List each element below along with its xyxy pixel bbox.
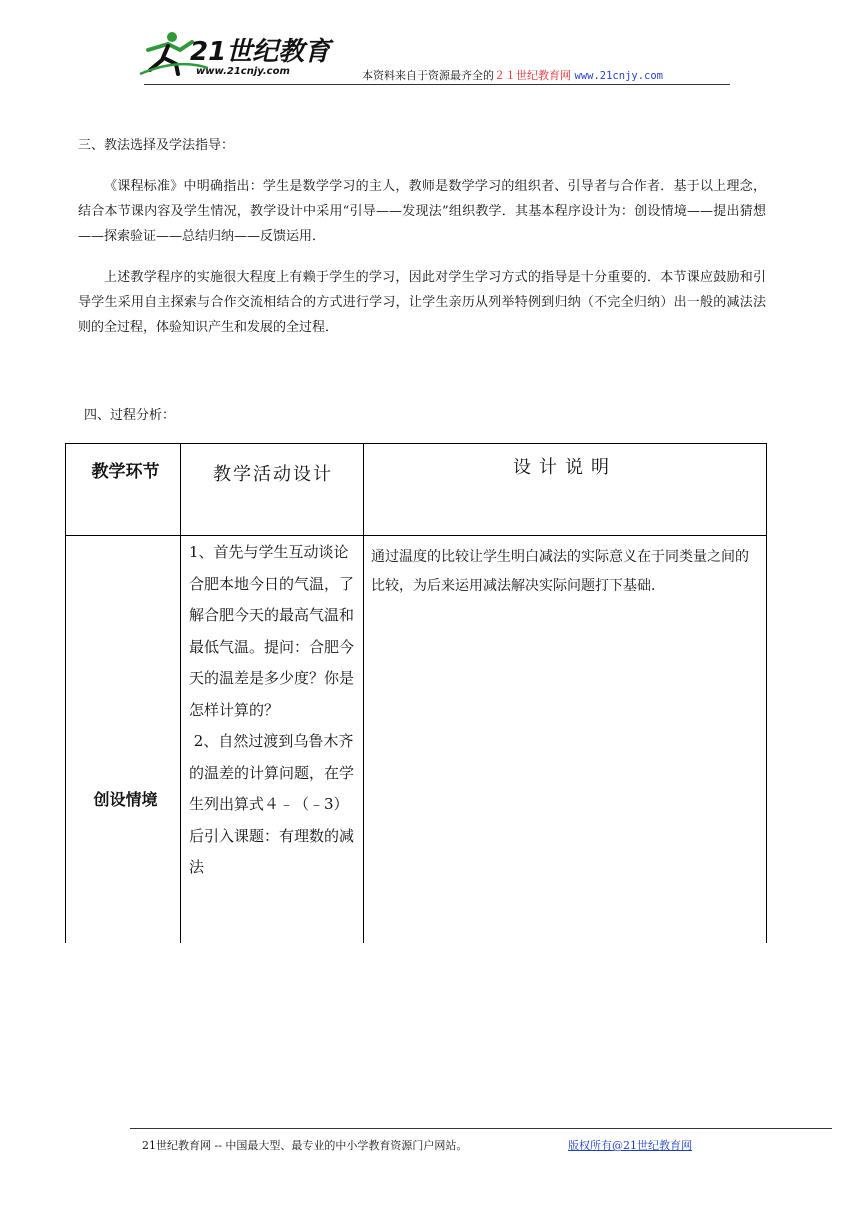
table-header-divider [65,535,767,536]
header-activity: 教学活动设计 [213,464,333,485]
table-divider-1 [180,443,181,943]
section-three-title: 三、教法选择及学法指导： [78,138,235,153]
table-border-right [766,443,767,943]
header-note-url[interactable]: www.21cnjy.com [574,70,664,82]
footer-left-text: 21世纪教育网 -- 中国最大型、最专业的中小学教育资源门户网站。 [142,1139,468,1152]
footer-copyright-link[interactable]: 版权所有@21世纪教育网 [568,1139,692,1152]
logo-mark-text: 21世纪教育 [190,37,331,67]
paragraph-2-text: 上述教学程序的实施很大程度上有赖于学生的学习，因此对学生学习方式的指导是十分重要的．本节课应鼓励和引导学生采用自主探索与合作交流相结合的方式进行学习，让学生亲历从列举特例到归纳（不完全归纳）出一般的减法法则的全过程，体验知识产生和发展的全过程． [78,270,766,335]
activity-item-2: 2、自然过渡到乌鲁木齐的温差的计算问题，在学生列出算式４﹣（﹣3）后引入课题：有理数的减法 [189,732,355,876]
header-rule [144,84,730,85]
paragraph-1 [78,174,766,249]
site-logo [138,28,338,80]
paragraph-1-text: 《课程标准》中明确指出：学生是数学学习的主人，教师是数学学习的组织者、引导者与合作者．基于以上理念，结合本节课内容及学生情况，教学设计中采用“引导——发现法”组织教学．其基本程序设计为：创设情境——提出猜想——探索验证——总结归纳——反馈运用． [78,179,766,244]
row-stage: 创设情境 [93,790,158,809]
process-table [65,443,767,943]
activity-item-1: 1、首先与学生互动谈论合肥本地今日的气温，了解合肥今天的最高气温和最低气温。提问：合肥今天的温差是多少度？你是怎样计算的？ [189,543,355,719]
table-divider-2 [363,443,364,943]
header-note-highlight: ２１世纪教育网 [494,69,571,82]
header-note [362,67,663,83]
footer-rule [130,1128,832,1129]
row-explain: 通过温度的比较让学生明白减法的实际意义在于同类量之间的比较，为后来运用减法解决实际问题打下基础． [371,549,749,594]
header-explain: 设计说明 [513,457,617,478]
row-activity [189,537,359,884]
section-four-title: 四、过程分析： [84,408,176,423]
table-border-left [65,443,66,943]
logo-url-text: www.21cnjy.com [196,66,290,77]
header-stage: 教学环节 [91,462,160,482]
table-border-top [65,443,767,444]
paragraph-2 [78,265,766,340]
header-note-prefix: 本资料来自于资源最齐全的 [362,69,494,82]
